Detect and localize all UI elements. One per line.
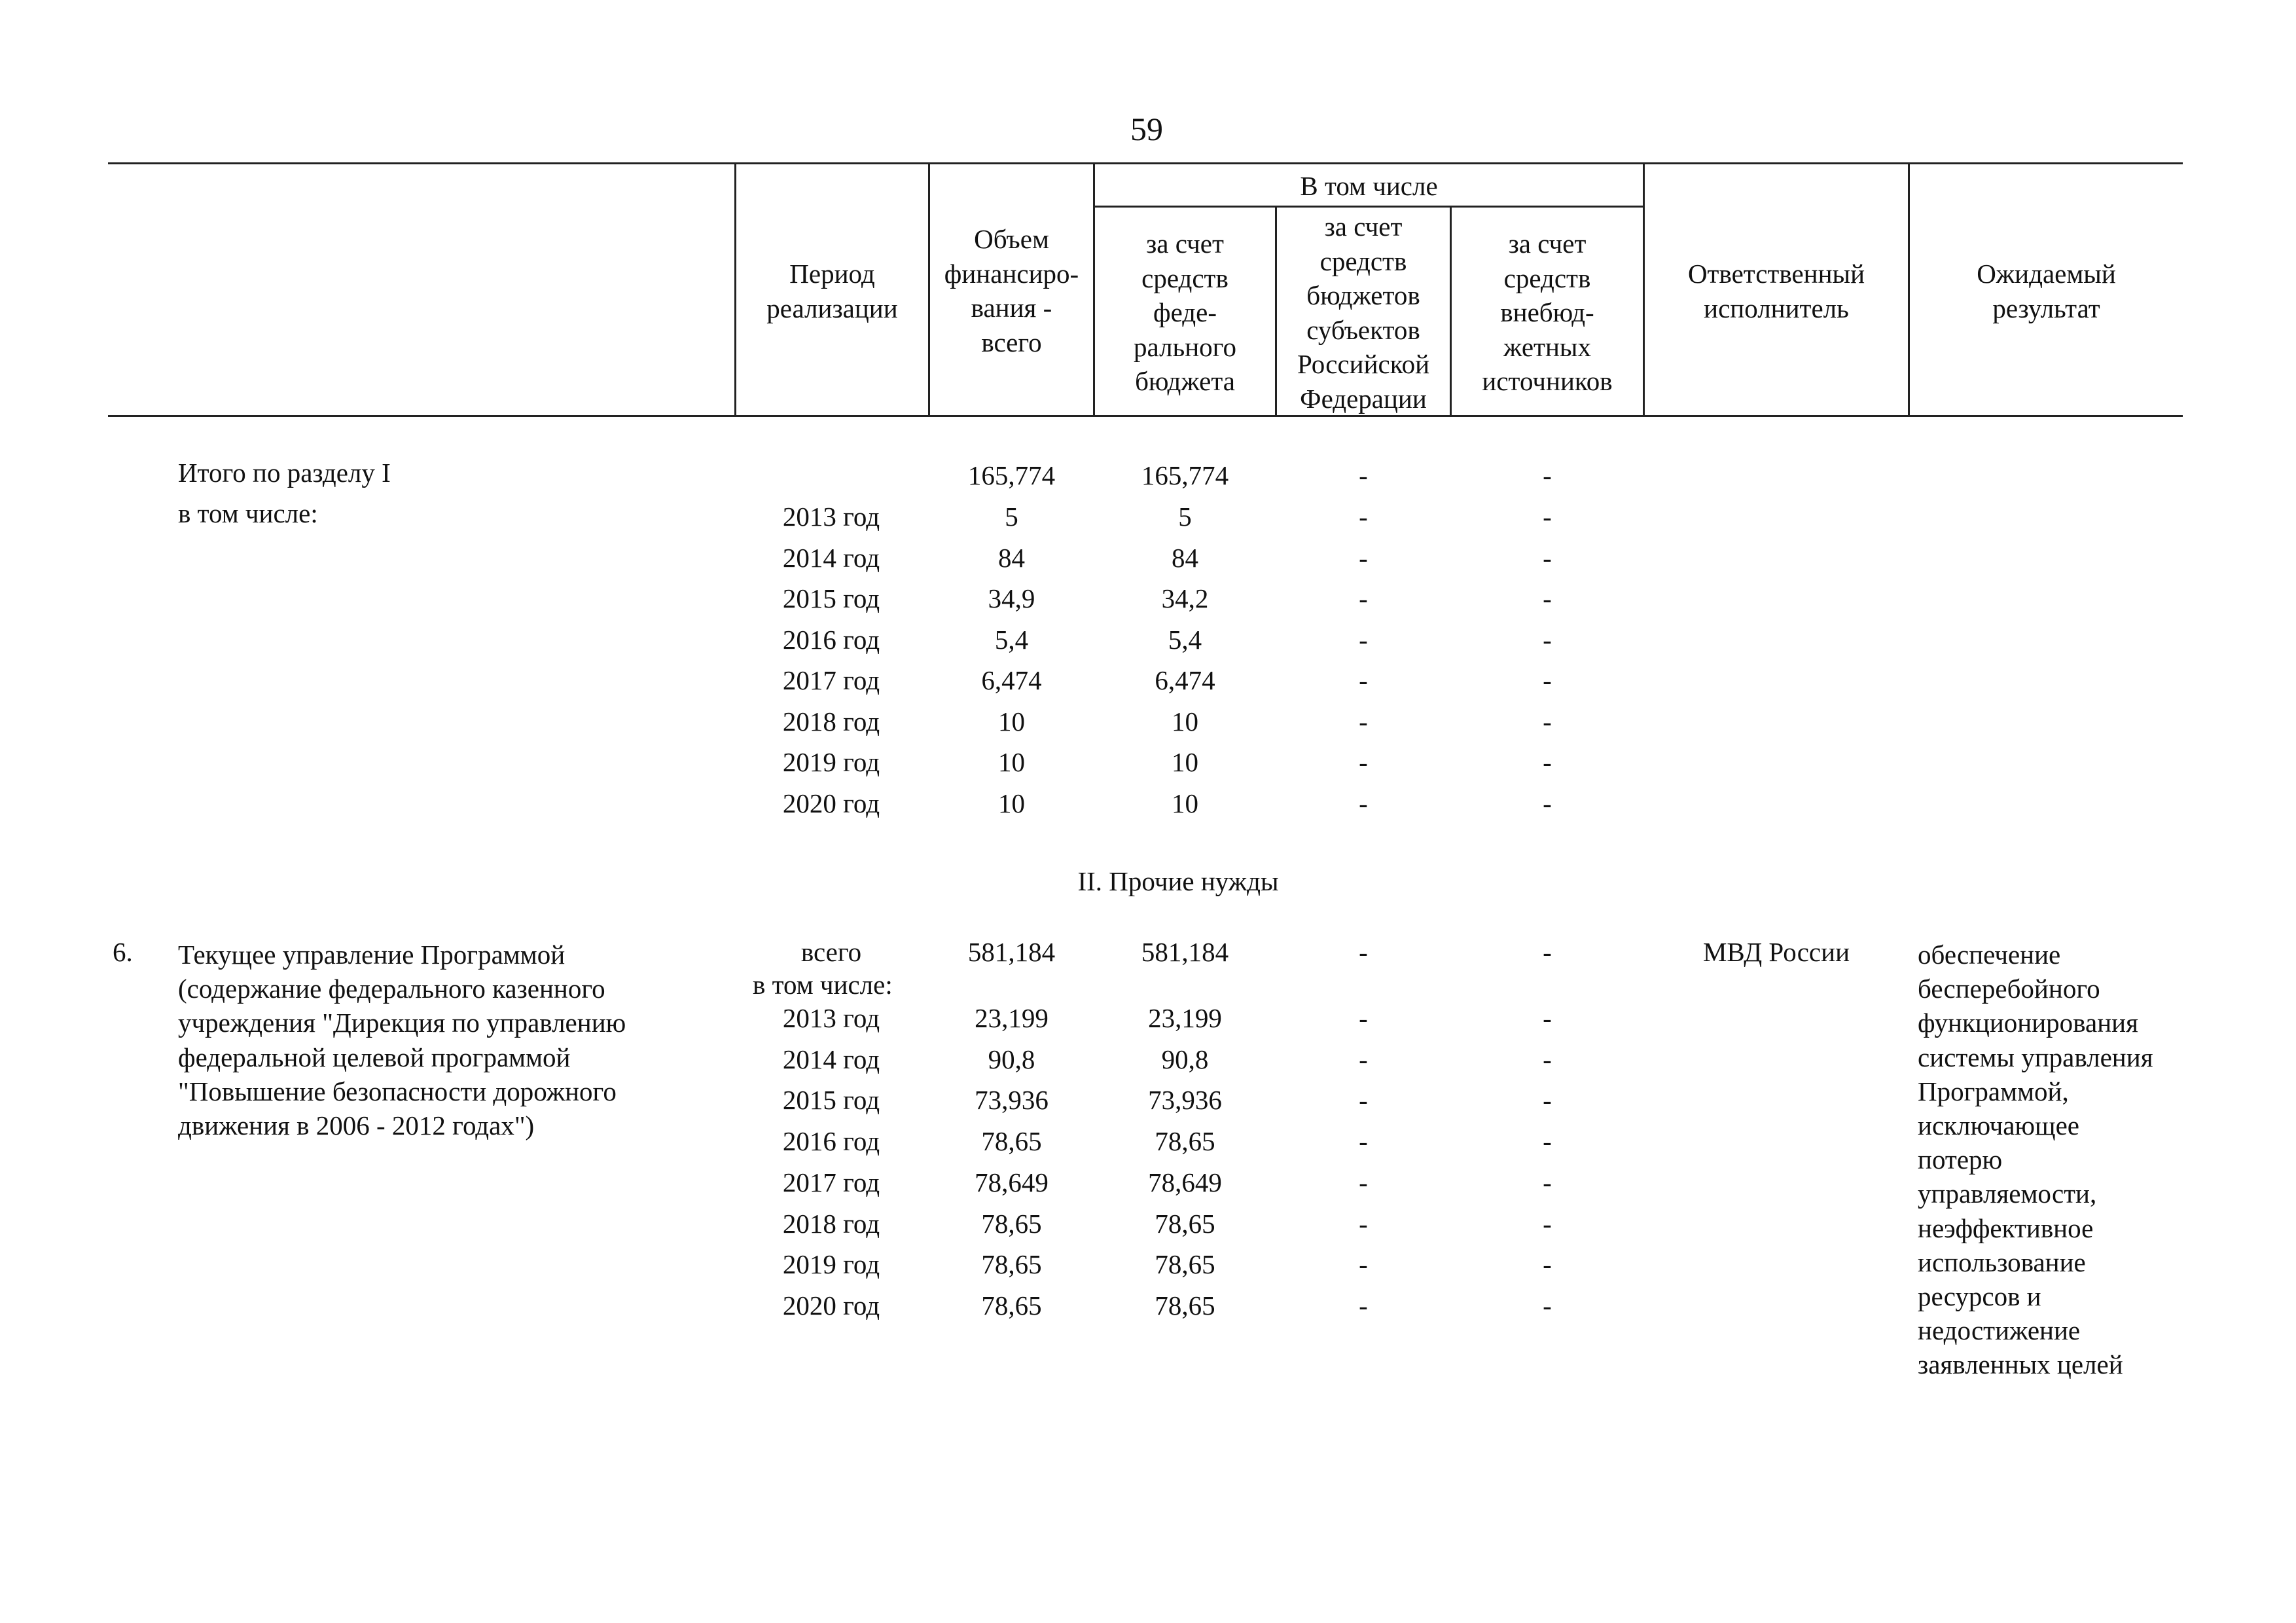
- cell-regional: -: [1359, 1085, 1368, 1116]
- cell-federal: 78,65: [1155, 1126, 1215, 1157]
- cell-period: 2014 год: [782, 1044, 880, 1074]
- cell-period: 2016 год: [782, 1126, 880, 1157]
- including-divider-rule: [1093, 206, 1643, 208]
- cell-federal: 78,65: [1155, 1249, 1215, 1280]
- cell-period: 2013 год: [782, 501, 880, 532]
- item-total-regional: -: [1359, 937, 1368, 967]
- cell-regional: -: [1359, 1044, 1368, 1074]
- cell-extra: -: [1543, 1290, 1552, 1321]
- cell-regional: -: [1359, 788, 1368, 818]
- item-responsible: МВД России: [1702, 937, 1850, 967]
- cell-period: 2018 год: [782, 706, 880, 737]
- header-bottom-rule: [108, 415, 2183, 417]
- cell-regional: -: [1359, 665, 1368, 695]
- item-number: 6.: [113, 937, 133, 967]
- item-total-period: всего: [800, 937, 862, 967]
- section1-sublabel: в том числе:: [178, 498, 318, 528]
- cell-volume: 90,8: [988, 1044, 1035, 1074]
- cell-volume: 78,65: [981, 1290, 1042, 1321]
- cell-period: 2013 год: [782, 1003, 880, 1033]
- cell-extra: -: [1543, 706, 1552, 737]
- section1-total-regional: -: [1359, 460, 1368, 490]
- cell-volume: 10: [998, 706, 1025, 737]
- header-top-rule: [108, 162, 2183, 164]
- cell-period: 2015 год: [782, 1085, 880, 1116]
- cell-extra: -: [1543, 1126, 1552, 1157]
- item-total-volume: 581,184: [967, 937, 1056, 967]
- cell-regional: -: [1359, 501, 1368, 532]
- cell-period: 2020 год: [782, 788, 880, 818]
- section1-total-volume: 165,774: [967, 460, 1056, 490]
- section2-title: II. Прочие нужды: [1077, 866, 1279, 896]
- cell-volume: 5: [1005, 501, 1018, 532]
- item-including-label: в том числе:: [753, 970, 893, 1000]
- header-including: В том числе: [1300, 171, 1438, 201]
- item-expected-result: обеспечение бесперебойного функционирования системы управления Программой, исключающее потерю управляемости, неэффективное использование ресурсов и недостижение заявленных целей: [1918, 939, 2153, 1380]
- item-total-extra: -: [1543, 937, 1552, 967]
- cell-volume: 23,199: [975, 1003, 1049, 1033]
- cell-federal: 73,936: [1148, 1085, 1222, 1116]
- cell-regional: -: [1359, 1290, 1368, 1321]
- cell-volume: 6,474: [981, 665, 1042, 695]
- cell-volume: 84: [998, 542, 1025, 573]
- cell-period: 2020 год: [782, 1290, 880, 1321]
- cell-extra: -: [1543, 747, 1552, 777]
- cell-volume: 78,65: [981, 1249, 1042, 1280]
- cell-period: 2018 год: [782, 1208, 880, 1239]
- cell-extra: -: [1543, 665, 1552, 695]
- cell-regional: -: [1359, 747, 1368, 777]
- section1-total-extra: -: [1543, 460, 1552, 490]
- header-federal: за счет средств феде- рального бюджета: [1134, 228, 1236, 396]
- cell-extra: -: [1543, 1167, 1552, 1197]
- cell-extra: -: [1543, 624, 1552, 655]
- cell-extra: -: [1543, 542, 1552, 573]
- header-period: Период реализации: [766, 259, 898, 323]
- header-extrabudget: за счет средств внебюд- жетных источников: [1482, 228, 1613, 396]
- cell-extra: -: [1543, 1044, 1552, 1074]
- cell-extra: -: [1543, 1003, 1552, 1033]
- cell-federal: 90,8: [1161, 1044, 1209, 1074]
- cell-federal: 5,4: [1168, 624, 1202, 655]
- cell-volume: 5,4: [994, 624, 1029, 655]
- cell-period: 2015 год: [782, 583, 880, 613]
- cell-federal: 5: [1178, 501, 1192, 532]
- section1-label: Итого по разделу I: [178, 458, 391, 488]
- cell-federal: 6,474: [1155, 665, 1215, 695]
- cell-federal: 23,199: [1148, 1003, 1222, 1033]
- item-description: Текущее управление Программой (содержание федерального казенного учреждения "Дирекция по управлению федеральной целевой программой "Повышение безопасности дорожного движения в 2006 - 2012 годах"): [178, 939, 626, 1141]
- cell-federal: 10: [1172, 706, 1198, 737]
- cell-regional: -: [1359, 1208, 1368, 1239]
- cell-federal: 78,65: [1155, 1208, 1215, 1239]
- cell-extra: -: [1543, 1085, 1552, 1116]
- cell-regional: -: [1359, 542, 1368, 573]
- cell-regional: -: [1359, 1126, 1368, 1157]
- header-responsible: Ответственный исполнитель: [1687, 259, 1865, 323]
- cell-extra: -: [1543, 1249, 1552, 1280]
- cell-volume: 73,936: [975, 1085, 1049, 1116]
- page-number: 59: [1130, 111, 1163, 147]
- header-result: Ожидаемый результат: [1977, 259, 2116, 323]
- cell-period: 2017 год: [782, 1167, 880, 1197]
- cell-volume: 78,65: [981, 1126, 1042, 1157]
- cell-extra: -: [1543, 583, 1552, 613]
- cell-regional: -: [1359, 1249, 1368, 1280]
- cell-extra: -: [1543, 501, 1552, 532]
- cell-regional: -: [1359, 624, 1368, 655]
- header-regional: за счет средств бюджетов субъектов Российской Федерации: [1297, 211, 1430, 414]
- cell-period: 2017 год: [782, 665, 880, 695]
- cell-federal: 10: [1172, 788, 1198, 818]
- item-total-federal: 581,184: [1141, 937, 1229, 967]
- header-volume: Объем финансиро- вания - всего: [944, 224, 1079, 357]
- cell-extra: -: [1543, 1208, 1552, 1239]
- cell-volume: 10: [998, 747, 1025, 777]
- cell-period: 2019 год: [782, 747, 880, 777]
- cell-federal: 84: [1172, 542, 1198, 573]
- cell-regional: -: [1359, 706, 1368, 737]
- cell-regional: -: [1359, 583, 1368, 613]
- cell-volume: 78,649: [975, 1167, 1049, 1197]
- cell-federal: 34,2: [1161, 583, 1209, 613]
- cell-period: 2016 год: [782, 624, 880, 655]
- cell-federal: 78,649: [1148, 1167, 1222, 1197]
- cell-period: 2019 год: [782, 1249, 880, 1280]
- cell-federal: 10: [1172, 747, 1198, 777]
- cell-period: 2014 год: [782, 542, 880, 573]
- cell-federal: 78,65: [1155, 1290, 1215, 1321]
- cell-volume: 78,65: [981, 1208, 1042, 1239]
- section1-total-federal: 165,774: [1141, 460, 1229, 490]
- cell-regional: -: [1359, 1003, 1368, 1033]
- cell-extra: -: [1543, 788, 1552, 818]
- cell-volume: 34,9: [988, 583, 1035, 613]
- cell-regional: -: [1359, 1167, 1368, 1197]
- cell-volume: 10: [998, 788, 1025, 818]
